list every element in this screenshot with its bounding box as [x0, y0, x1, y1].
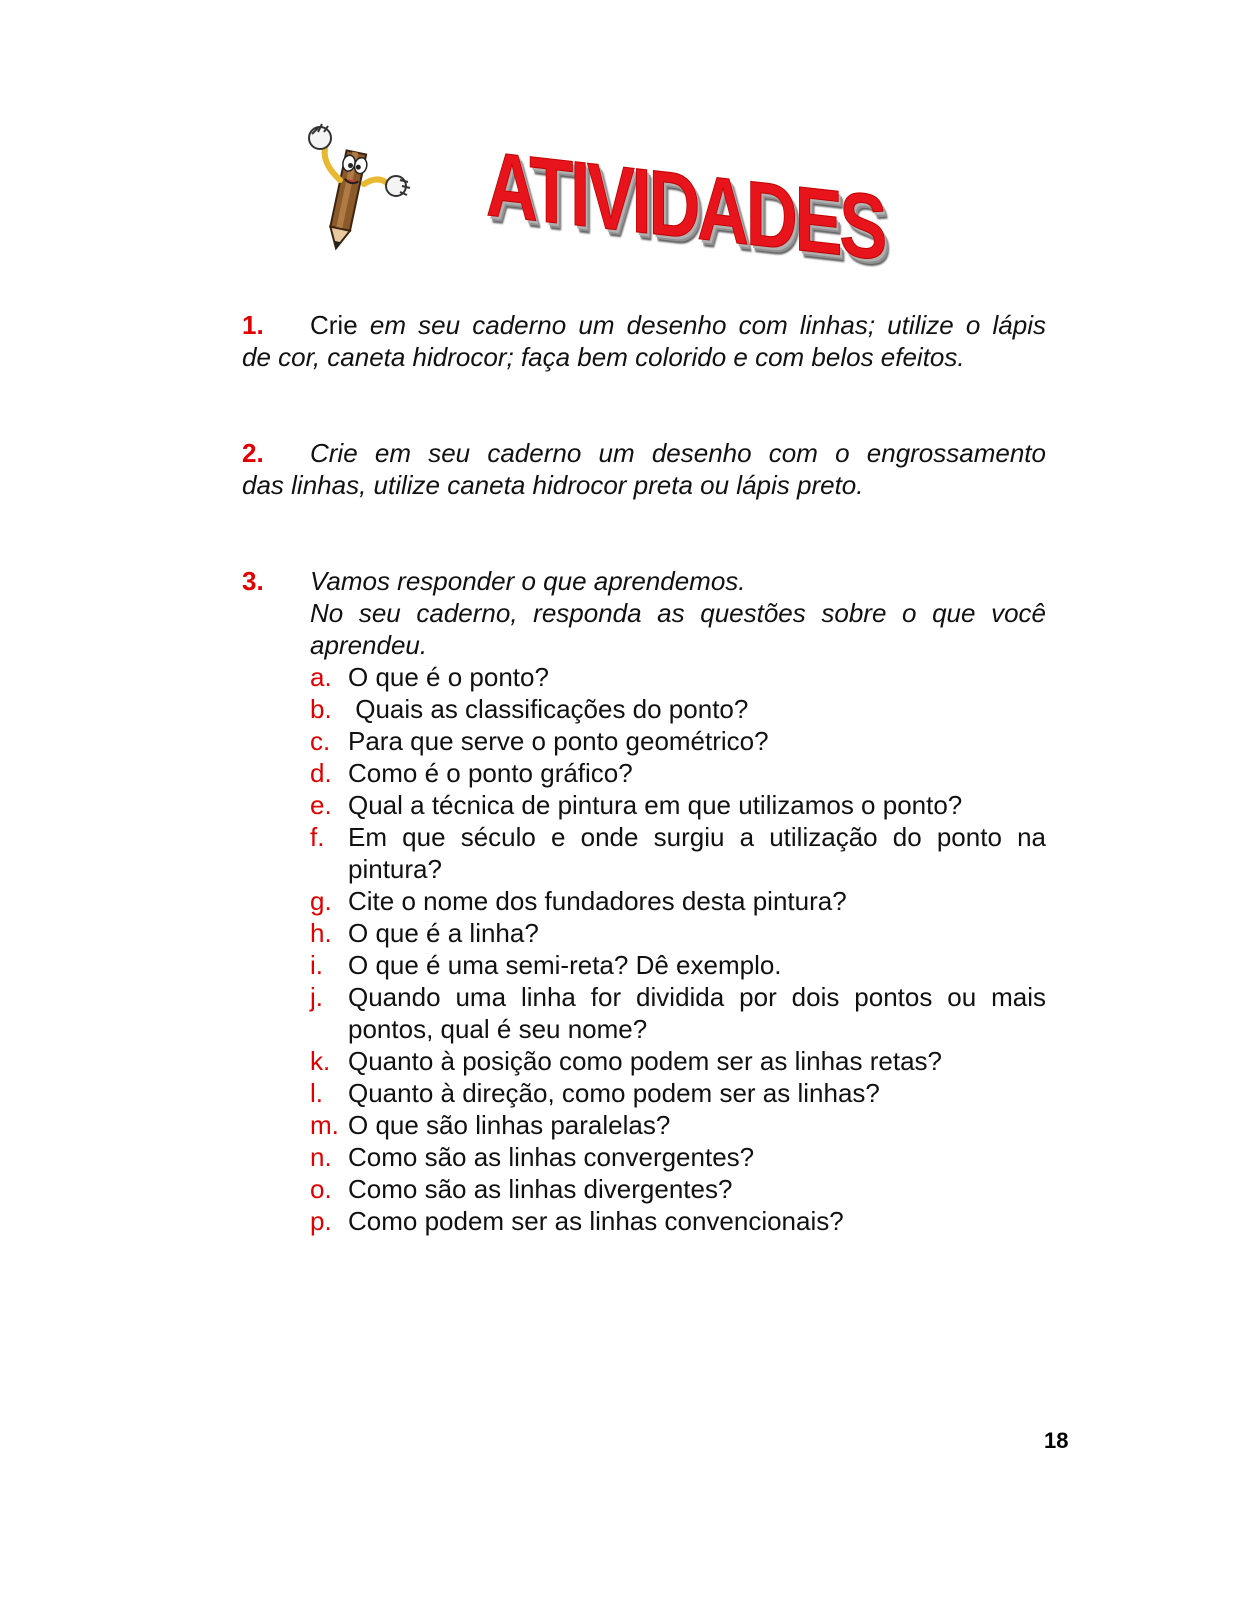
question-text: Como são as linhas convergentes?: [348, 1142, 755, 1172]
activity-number: 2.: [242, 438, 264, 468]
list-item: [242, 949, 1046, 981]
list-item: [242, 917, 1046, 949]
question-text: Quanto à direção, como podem ser as linhas?: [348, 1078, 880, 1108]
activity-1-line2: de cor, caneta hidrocor; faça bem colorido e com belos efeitos.: [242, 342, 965, 372]
question-letter: h.: [310, 918, 332, 948]
question-letter: f.: [310, 822, 325, 852]
list-item: [242, 693, 1046, 725]
pencil-mascot-icon: [290, 122, 415, 252]
list-item: [242, 885, 1046, 917]
question-text: O que é a linha?: [348, 918, 539, 948]
question-letter: p.: [310, 1206, 332, 1236]
question-text: Como podem ser as linhas convencionais?: [348, 1206, 844, 1236]
activity-number: 3.: [242, 566, 264, 596]
list-item: [242, 725, 1046, 757]
page-title: ATIVIDADES: [486, 133, 885, 280]
activity-number: 1.: [242, 310, 264, 340]
question-letter: c.: [310, 726, 331, 756]
list-item: [242, 1109, 1046, 1141]
question-letter: j.: [310, 982, 323, 1012]
activity-3-line3: aprendeu.: [310, 630, 428, 660]
question-text: Quando uma linha for dividida por dois pontos ou mais pontos, qual é seu nome?: [348, 982, 1046, 1044]
activity-1-line1: em seu caderno um desenho com linhas; utilize o lápis: [369, 310, 1046, 340]
question-letter: a.: [310, 662, 332, 692]
list-item: [242, 821, 1046, 885]
page-number: 18: [1044, 1428, 1069, 1453]
question-letter: m.: [310, 1110, 339, 1140]
question-letter: e.: [310, 790, 332, 820]
question-letter: n.: [310, 1142, 332, 1172]
question-text: O que são linhas paralelas?: [348, 1110, 671, 1140]
question-text: Para que serve o ponto geométrico?: [348, 726, 769, 756]
question-letter: l.: [310, 1078, 323, 1108]
list-item: [242, 1173, 1046, 1205]
question-text: O que é uma semi-reta? Dê exemplo.: [348, 950, 782, 980]
activity-1-first-word: Crie: [310, 310, 358, 340]
list-item: [242, 1077, 1046, 1109]
activity-2: [242, 437, 1046, 501]
question-text: Quanto à posição como podem ser as linhas retas?: [348, 1046, 943, 1076]
question-list: [242, 661, 1046, 1237]
question-letter: g.: [310, 886, 332, 916]
activity-2-line2: das linhas, utilize caneta hidrocor preta ou lápis preto.: [242, 470, 864, 500]
question-letter: i.: [310, 950, 323, 980]
question-letter: b.: [310, 694, 332, 724]
list-item: [242, 1045, 1046, 1077]
question-text: O que é o ponto?: [348, 662, 549, 692]
list-item: [242, 981, 1046, 1045]
question-letter: d.: [310, 758, 332, 788]
activity-2-line1: Crie em seu caderno um desenho com o engrossamento: [310, 438, 1046, 468]
question-text: Quais as classificações do ponto?: [348, 694, 749, 724]
question-text: Como são as linhas divergentes?: [348, 1174, 733, 1204]
activity-3-line1: Vamos responder o que aprendemos.: [310, 566, 746, 596]
question-text: Qual a técnica de pintura em que utilizamos o ponto?: [348, 790, 963, 820]
activity-3-line2: No seu caderno, responda as questões sobre o que você: [310, 598, 1046, 628]
list-item: [242, 1205, 1046, 1237]
list-item: [242, 661, 1046, 693]
question-letter: o.: [310, 1174, 332, 1204]
activity-3: [242, 565, 1046, 1237]
list-item: [242, 1141, 1046, 1173]
question-text: Em que século e onde surgiu a utilização do ponto na pintura?: [348, 822, 1046, 884]
question-text: Cite o nome dos fundadores desta pintura?: [348, 886, 847, 916]
list-item: [242, 757, 1046, 789]
question-text: Como é o ponto gráfico?: [348, 758, 633, 788]
activity-1: [242, 309, 1046, 373]
list-item: [242, 789, 1046, 821]
question-letter: k.: [310, 1046, 331, 1076]
